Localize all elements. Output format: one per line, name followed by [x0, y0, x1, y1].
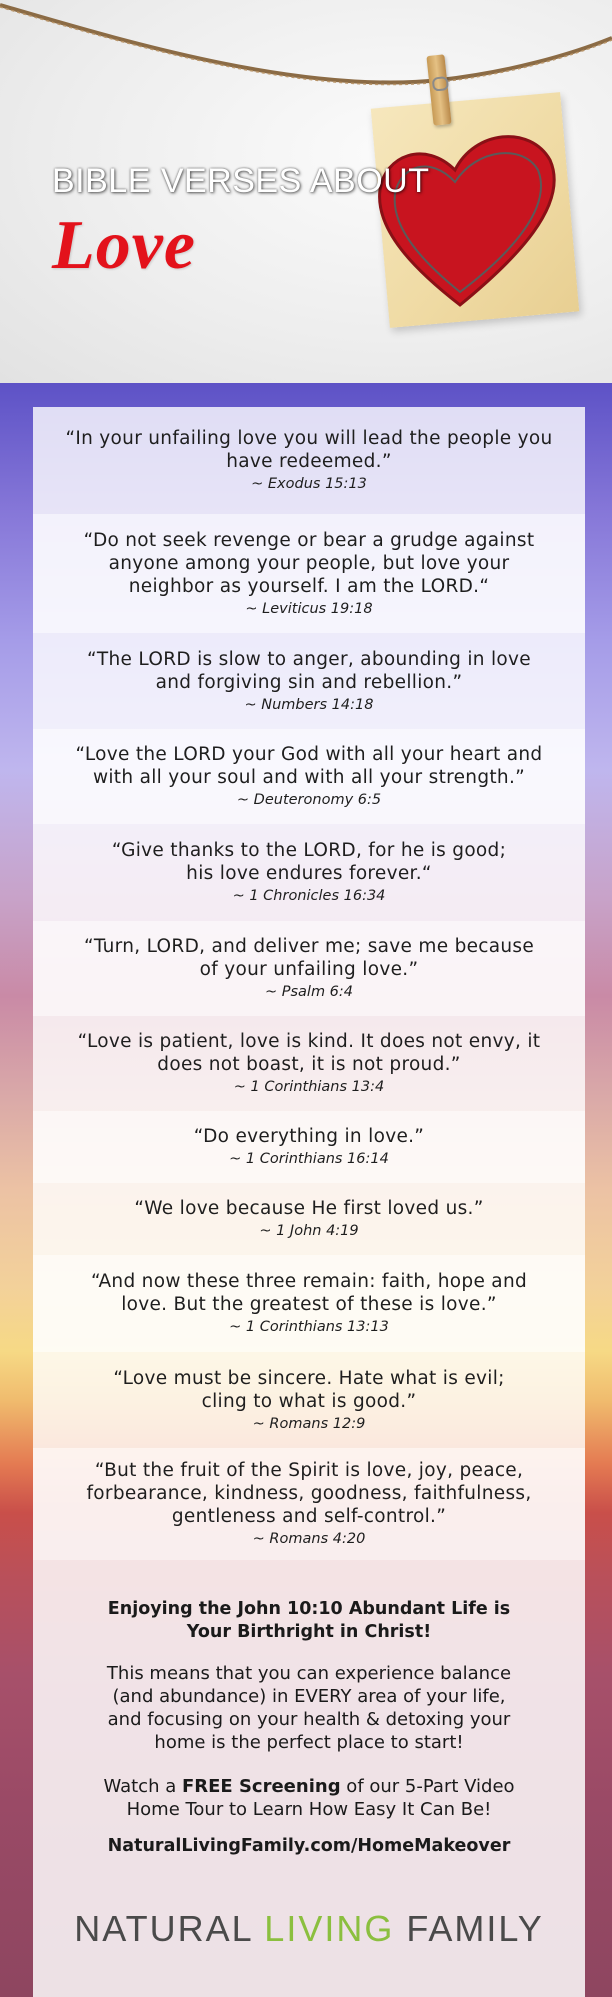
verse-text: [84, 935, 534, 981]
verse-card: [33, 1016, 585, 1111]
verse-card: [33, 633, 585, 729]
verse-text-line: gentleness and self-control.”: [171, 1506, 447, 1527]
brand-word-living: LIVING: [264, 1908, 395, 1949]
promo-heading: Enjoying the John 10:10 Abundant Life is Your Birthright in Christ!: [107, 1599, 511, 1642]
verse-card: [33, 1448, 585, 1560]
verse-text-line: does not boast, it is not proud.”: [157, 1054, 461, 1075]
verse-card: [33, 1111, 585, 1183]
verse-card: [33, 824, 585, 921]
verse-text-line: “Turn, LORD, and deliver me; save me because: [83, 936, 535, 957]
verse-reference: ~ Romans 12:9: [252, 1415, 366, 1432]
verse-text-line: love. But the greatest of these is love.”: [121, 1294, 497, 1315]
verse-text-line: of your unfailing love.”: [199, 959, 419, 980]
verse-card: [33, 514, 585, 633]
verse-reference: ~ 1 Chronicles 16:34: [232, 888, 386, 904]
verse-reference: ~ 1 John 4:19: [259, 1223, 359, 1239]
promo-body: This means that you can experience balance (and abundance) in EVERY area of your life, and focusing on your health & detoxing your home is the perfect place to start!: [106, 1663, 512, 1753]
verse-card: [33, 921, 585, 1016]
verse-reference: ~ Exodus 15:13: [251, 476, 367, 492]
verse-reference: ~ Numbers 14:18: [244, 696, 374, 713]
verse-text-line: “Give thanks to the LORD, for he is good;: [111, 840, 507, 861]
verse-text-line: “We love because He first loved us.”: [134, 1198, 484, 1219]
verse-card: [33, 1352, 585, 1448]
verse-text: [86, 1459, 531, 1528]
verse-reference: ~ Deuteronomy 6:5: [236, 792, 382, 808]
verse-reference: ~ Psalm 6:4: [264, 984, 354, 1000]
verse-reference: ~ 1 Corinthians 16:14: [229, 1151, 389, 1167]
verse-card: [33, 407, 585, 514]
verse-text: [91, 1270, 527, 1316]
verse-text: [113, 1367, 504, 1413]
title-prefix: BIBLE VERSES ABOUT: [52, 162, 430, 200]
free-screening-link[interactable]: FREE Screening: [181, 1776, 341, 1797]
verse-text-line: with all your soul and with all your strength.”: [92, 767, 526, 788]
verse-text: [84, 529, 535, 598]
verse-reference: ~ 1 Corinthians 13:4: [233, 1079, 385, 1095]
verse-text-line: “And now these three remain: faith, hope and: [90, 1271, 528, 1292]
verse-card: [33, 1255, 585, 1352]
verse-panel: [33, 407, 585, 1997]
verse-text-line: neighbor as yourself. I am the LORD.“: [128, 575, 490, 597]
verse-text-line: “Do everything in love.”: [193, 1126, 425, 1147]
verse-text-line: “Love the LORD your God with all your heart and: [75, 744, 543, 765]
brand-word-family: FAMILY: [406, 1908, 544, 1949]
verse-text-line: “But the fruit of the Spirit is love, joy, peace,: [94, 1460, 524, 1481]
verse-text: [112, 839, 506, 885]
promo-block: [33, 1560, 585, 1997]
verse-text: [65, 427, 552, 473]
verse-card: [33, 729, 585, 824]
verse-text-line: forbearance, kindness, goodness, faithfulness,: [86, 1483, 532, 1504]
verse-reference: ~ 1 Corinthians 13:13: [229, 1319, 389, 1335]
header-banner: [0, 0, 612, 383]
verse-text: [76, 743, 543, 789]
verse-text-line: have redeemed.”: [226, 451, 392, 472]
verse-reference: ~ Romans 4:20: [252, 1531, 366, 1547]
verse-text-line: “In your unfailing love you will lead the people you: [65, 428, 553, 449]
verse-text-line: “Love must be sincere. Hate what is evil;: [113, 1367, 505, 1389]
verse-text: [87, 648, 531, 694]
brand-word-natural: NATURAL: [74, 1908, 253, 1949]
verse-text-line: his love endures forever.“: [186, 863, 432, 884]
verse-text: [194, 1125, 424, 1148]
verse-text: [78, 1030, 541, 1076]
verse-text-line: anyone among your people, but love your: [108, 552, 510, 574]
verse-card: [33, 1183, 585, 1255]
title-main: Love: [52, 207, 196, 284]
verse-text-line: and forgiving sin and rebellion.”: [155, 671, 463, 693]
brand-logo: [33, 1908, 585, 1950]
red-heart-icon: [355, 110, 575, 320]
verse-reference: ~ Leviticus 19:18: [245, 600, 373, 617]
verse-text-line: cling to what is good.”: [201, 1390, 417, 1412]
promo-watch-text: Watch a FREE Screening of our 5-Part Video Home Tour to Learn How Easy It Can Be!: [103, 1776, 515, 1820]
verse-text-line: “Do not seek revenge or bear a grudge against: [83, 529, 535, 551]
verse-text-line: “The LORD is slow to anger, abounding in love: [87, 648, 531, 670]
verse-text: [134, 1197, 483, 1220]
verse-text-line: “Love is patient, love is kind. It does not envy, it: [77, 1031, 541, 1052]
promo-url-link[interactable]: NaturalLivingFamily.com/HomeMakeover: [107, 1836, 511, 1856]
